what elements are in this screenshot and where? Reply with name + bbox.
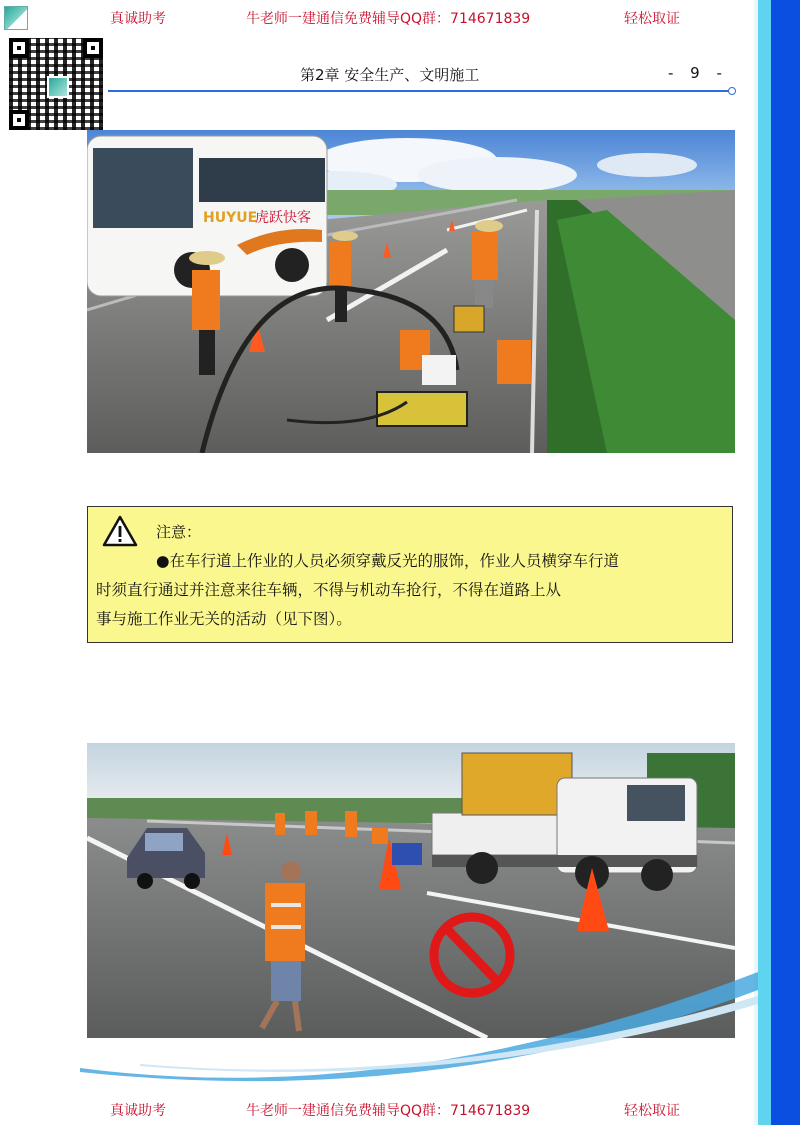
page-number: - 9 - — [668, 64, 728, 82]
photo-highway-workers — [87, 130, 735, 453]
footer-slogan-left: 真诚助考 — [110, 1103, 166, 1119]
warning-icon — [102, 515, 138, 547]
logo-icon — [4, 6, 28, 30]
qr-code-image — [9, 38, 103, 130]
page-edge-strip-blue — [771, 0, 800, 1125]
bus-text: 虎跃快客 — [255, 210, 311, 226]
footer-qq-group: 牛老师一建通信免费辅导QQ群：714671839 — [246, 1103, 531, 1119]
header-slogan-right: 轻松取证 — [624, 11, 680, 27]
notice-box — [87, 506, 733, 643]
header-rule-end — [728, 87, 736, 95]
header-rule — [108, 90, 732, 92]
notice-line-1: ●在车行道上作业的人员必须穿戴反光的服饰，作业人员横穿车行道 — [156, 552, 620, 570]
footer-slogan-right: 轻松取证 — [624, 1103, 680, 1119]
notice-title: 注意： — [156, 523, 202, 541]
notice-body — [96, 547, 724, 628]
header-qq-group: 牛老师一建通信免费辅导QQ群：714671839 — [246, 11, 531, 27]
notice-line-3: 事与施工作业无关的活动（见下图）。 — [96, 610, 352, 628]
qr-finder-icon — [9, 110, 29, 130]
bus-text-en: HUYUE — [203, 210, 258, 226]
page-edge-strip-cyan — [758, 0, 771, 1125]
qr-logo-icon — [47, 76, 69, 98]
footer-swoosh — [80, 960, 760, 1090]
header-slogan-left: 真诚助考 — [110, 11, 166, 27]
qr-finder-icon — [83, 38, 103, 58]
qr-finder-icon — [9, 38, 29, 58]
chapter-title: 第2章 安全生产、文明施工 — [300, 66, 480, 84]
notice-line-2: 时须直行通过并注意来往车辆，不得与机动车抢行，不得在道路上从 — [96, 581, 562, 599]
